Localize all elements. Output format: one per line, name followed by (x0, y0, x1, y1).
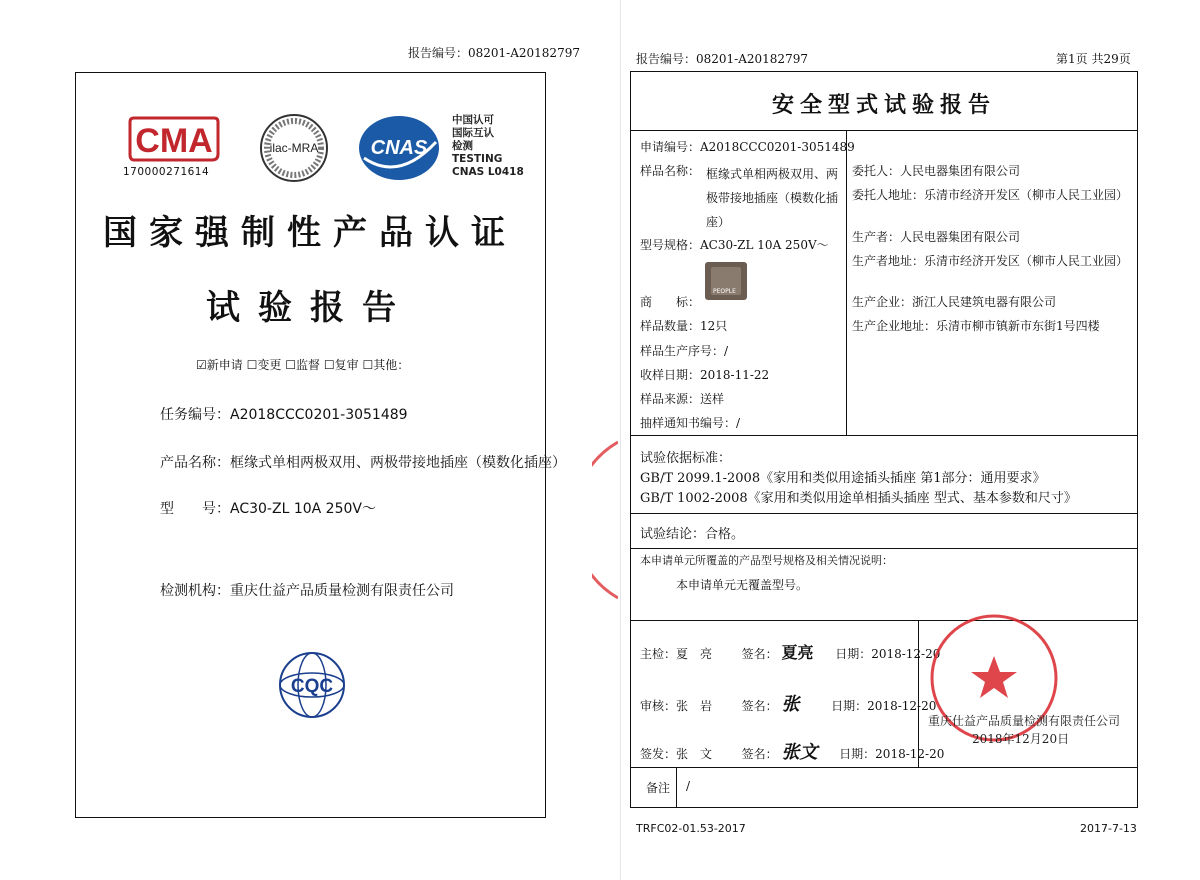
cnas-line: CNAS L0418 (452, 166, 524, 178)
product-name-row (160, 452, 566, 472)
seal-company: 重庆仕益产品质量检测有限责任公司 (928, 714, 1121, 728)
cnas-line: 检测 (452, 140, 473, 152)
issuer-signature: 张文 (781, 742, 818, 763)
checkbox-other: ☐其他： (362, 358, 410, 372)
form-code: TRFC02-01.53-2017 (636, 822, 746, 835)
sampling-notice-number: 抽样通知书编号：/ (640, 416, 741, 430)
remark-value: / (686, 779, 691, 793)
reviewer-date: 日期：2018-12-20 (831, 699, 937, 713)
producer: 生产者：人民电器集团有限公司 (852, 230, 1021, 244)
model-value: AC30-ZL 10A 250V～ (230, 501, 376, 517)
cnas-logo (356, 112, 442, 184)
cma-number: 170000271614 (123, 166, 210, 178)
trademark-logo (705, 262, 747, 300)
svg-text:ilac-MRA: ilac-MRA (269, 141, 319, 155)
scope-note: 本申请单元所覆盖的产品型号规格及相关情况说明： (640, 554, 893, 567)
svg-text:CQC: CQC (290, 676, 334, 697)
issuer-sign-label: 签名： (741, 747, 778, 761)
cma-logo (128, 112, 220, 164)
sample-name-line: 座） (706, 215, 731, 229)
sign-row-inspector (640, 640, 940, 663)
sign-row-reviewer (640, 690, 936, 716)
cover-subtitle: 试验报告 (206, 288, 414, 328)
sample-name-label: 样品名称： (640, 164, 701, 178)
svg-text:CNAS: CNAS (370, 137, 428, 159)
cnas-line: 中国认可 (452, 114, 494, 126)
sample-source: 样品来源：送样 (640, 392, 725, 406)
rule (630, 435, 1138, 436)
model-spec: 型号规格：AC30-ZL 10A 250V～ (640, 238, 829, 252)
sample-serial: 样品生产序号：/ (640, 344, 729, 358)
seal-date: 2018年12月20日 (972, 732, 1070, 746)
report-title: 安全型式试验报告 (771, 92, 996, 118)
test-conclusion: 试验结论：合格。 (640, 527, 745, 542)
producer-address: 生产者地址：乐清市经济开发区（柳市人民工业园） (852, 254, 1129, 268)
cnas-text-block (452, 114, 524, 179)
model-label: 型 号： (160, 501, 230, 517)
factory: 生产企业：浙江人民建筑电器有限公司 (852, 295, 1057, 309)
application-type-checkboxes (196, 356, 409, 373)
rule (630, 513, 1138, 514)
lab-row (160, 580, 454, 600)
inspector-role: 主检：夏 亮 (640, 647, 713, 661)
factory-address: 生产企业地址：乐清市柳市镇新市东街1号四楼 (852, 319, 1100, 333)
rule (630, 548, 1138, 549)
sample-quantity: 样品数量：12只 (640, 319, 728, 333)
ilac-mra-logo (258, 112, 330, 184)
product-name-label: 产品名称： (160, 455, 230, 471)
client-address: 委托人地址：乐清市经济开发区（柳市人民工业园） (852, 188, 1129, 202)
page-divider (620, 0, 621, 880)
application-number: 申请编号：A2018CCC0201-3051489 (640, 140, 855, 154)
checkbox-change: ☐变更 (246, 358, 282, 372)
report-number: 报告编号：08201-A20182797 (408, 46, 580, 60)
sample-name-value (706, 162, 838, 234)
standard-item: GB/T 2099.1-2008《家用和类似用途插头插座 第1部分：通用要求》 (640, 471, 1046, 486)
rule (676, 767, 677, 808)
cnas-line: 国际互认 (452, 127, 494, 139)
rule (630, 620, 1138, 621)
cover-title: 国家强制性产品认证 (103, 213, 517, 253)
sign-row-issuer (640, 738, 944, 764)
model-row (160, 498, 376, 518)
trademark-label: 商 标： (640, 295, 701, 309)
inspector-date: 日期：2018-12-20 (835, 647, 941, 661)
task-number-row (160, 404, 408, 424)
rule (846, 130, 847, 435)
cqc-logo (277, 650, 347, 720)
trademark-logo-text: PEOPLE (713, 288, 736, 295)
sample-name-line: 框缘式单相两极双用、两 (706, 167, 839, 181)
scope-text: 本申请单元无覆盖型号。 (676, 578, 809, 592)
remark-label: 备注 (646, 781, 671, 795)
sample-name-line: 极带接地插座（模数化插 (706, 191, 839, 205)
reviewer-signature: 张 (781, 694, 800, 715)
task-number-label: 任务编号： (160, 407, 230, 423)
form-date: 2017-7-13 (1080, 822, 1137, 835)
checkbox-new: ☑新申请 (196, 358, 243, 372)
lab-label: 检测机构： (160, 583, 230, 599)
issuer-role: 签发：张 文 (640, 747, 713, 761)
inspector-signature: 夏亮 (781, 643, 814, 662)
issuer-date: 日期：2018-12-20 (839, 747, 945, 761)
report-number-right: 报告编号：08201-A20182797 (636, 52, 808, 66)
svg-text:CMA: CMA (135, 122, 213, 160)
cross-page-seal (592, 440, 618, 600)
cnas-line: TESTING (452, 153, 503, 165)
inspector-sign-label: 签名： (741, 647, 778, 661)
standard-item: GB/T 1002-2008《家用和类似用途单相插头插座 型式、基本参数和尺寸》 (640, 491, 1077, 506)
client: 委托人：人民电器集团有限公司 (852, 164, 1021, 178)
rule (630, 130, 1138, 131)
product-name-value: 框缘式单相两极双用、两极带接地插座（模数化插座） (230, 455, 566, 471)
page-number: 第1页 共29页 (1056, 52, 1131, 66)
checkbox-supervise: ☐监督 (285, 358, 320, 372)
lab-value: 重庆仕益产品质量检测有限责任公司 (230, 583, 454, 599)
checkbox-review: ☐复审 (323, 358, 359, 372)
receive-date: 收样日期：2018-11-22 (640, 368, 770, 382)
reviewer-sign-label: 签名： (741, 699, 778, 713)
standards-label: 试验依据标准： (640, 451, 732, 466)
rule (630, 767, 1138, 768)
reviewer-role: 审核：张 岩 (640, 699, 713, 713)
task-number-value: A2018CCC0201-3051489 (230, 407, 408, 423)
